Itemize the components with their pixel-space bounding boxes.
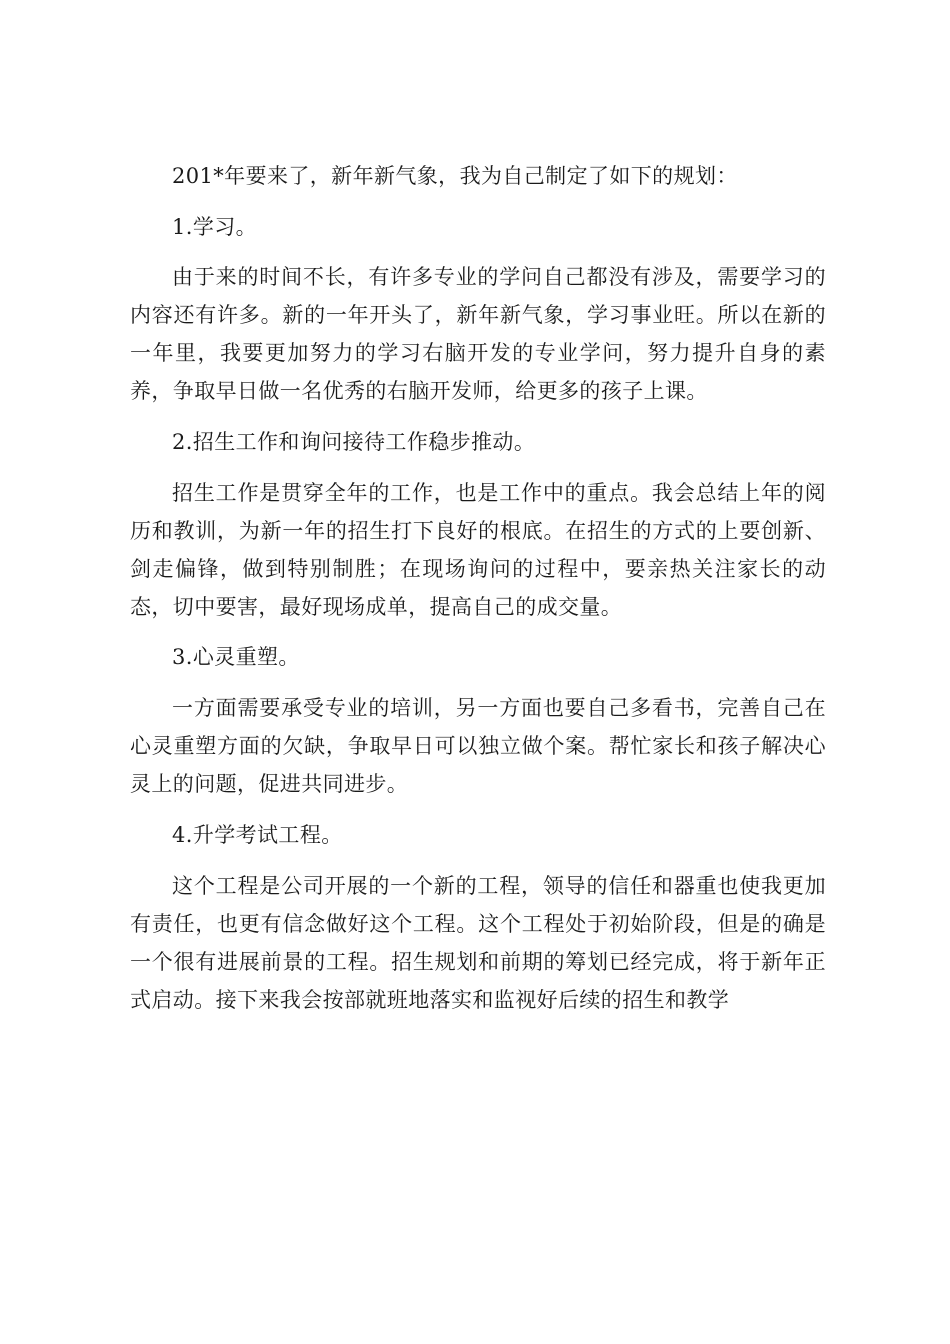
section-heading-mind-reshaping: 3.心灵重塑。	[172, 645, 300, 670]
intro-paragraph: 201*年要来了，新年新气象，我为自己制定了如下的规划：	[172, 164, 738, 188]
section-heading-study: 1.学习。	[172, 214, 258, 239]
section-body-enrollment: 招生工作是贯穿全年的工作，也是工作中的重点。我会总结上年的阅历和教训，为新一年的招生打下良好的根底。在招生的方式的上要创新、剑走偏锋，做到特别制胜；在现场询问的过程中，要亲热关注家长的动态，切中要害，最好现场成单，提高自己的成交量。	[130, 480, 826, 619]
document-body	[130, 157, 826, 1031]
section-body-mind-reshaping: 一方面需要承受专业的培训，另一方面也要自己多看书，完善自己在心灵重塑方面的欠缺，争取早日可以独立做个案。帮忙家长和孩子解决心灵上的问题，促进共同进步。	[130, 696, 826, 797]
section-body-exam-project: 这个工程是公司开展的一个新的工程，领导的信任和器重也使我更加有责任，也更有信念做好这个工程。这个工程处于初始阶段，但是的确是一个很有进展前景的工程。招生规划和前期的筹划已经完成，将于新年正式启动。接下来我会按部就班地落实和监视好后续的招生和教学	[130, 873, 826, 1012]
section-body-study: 由于来的时间不长，有许多专业的学问自己都没有涉及，需要学习的内容还有许多。新的一年开头了，新年新气象，学习事业旺。所以在新的一年里，我要更加努力的学习右脑开发的专业学问，努力提升自身的素养，争取早日做一名优秀的右脑开发师，给更多的孩子上课。	[130, 265, 826, 404]
section-heading-exam-project: 4.升学考试工程。	[172, 822, 343, 847]
section-heading-enrollment: 2.招生工作和询问接待工作稳步推动。	[172, 430, 536, 455]
